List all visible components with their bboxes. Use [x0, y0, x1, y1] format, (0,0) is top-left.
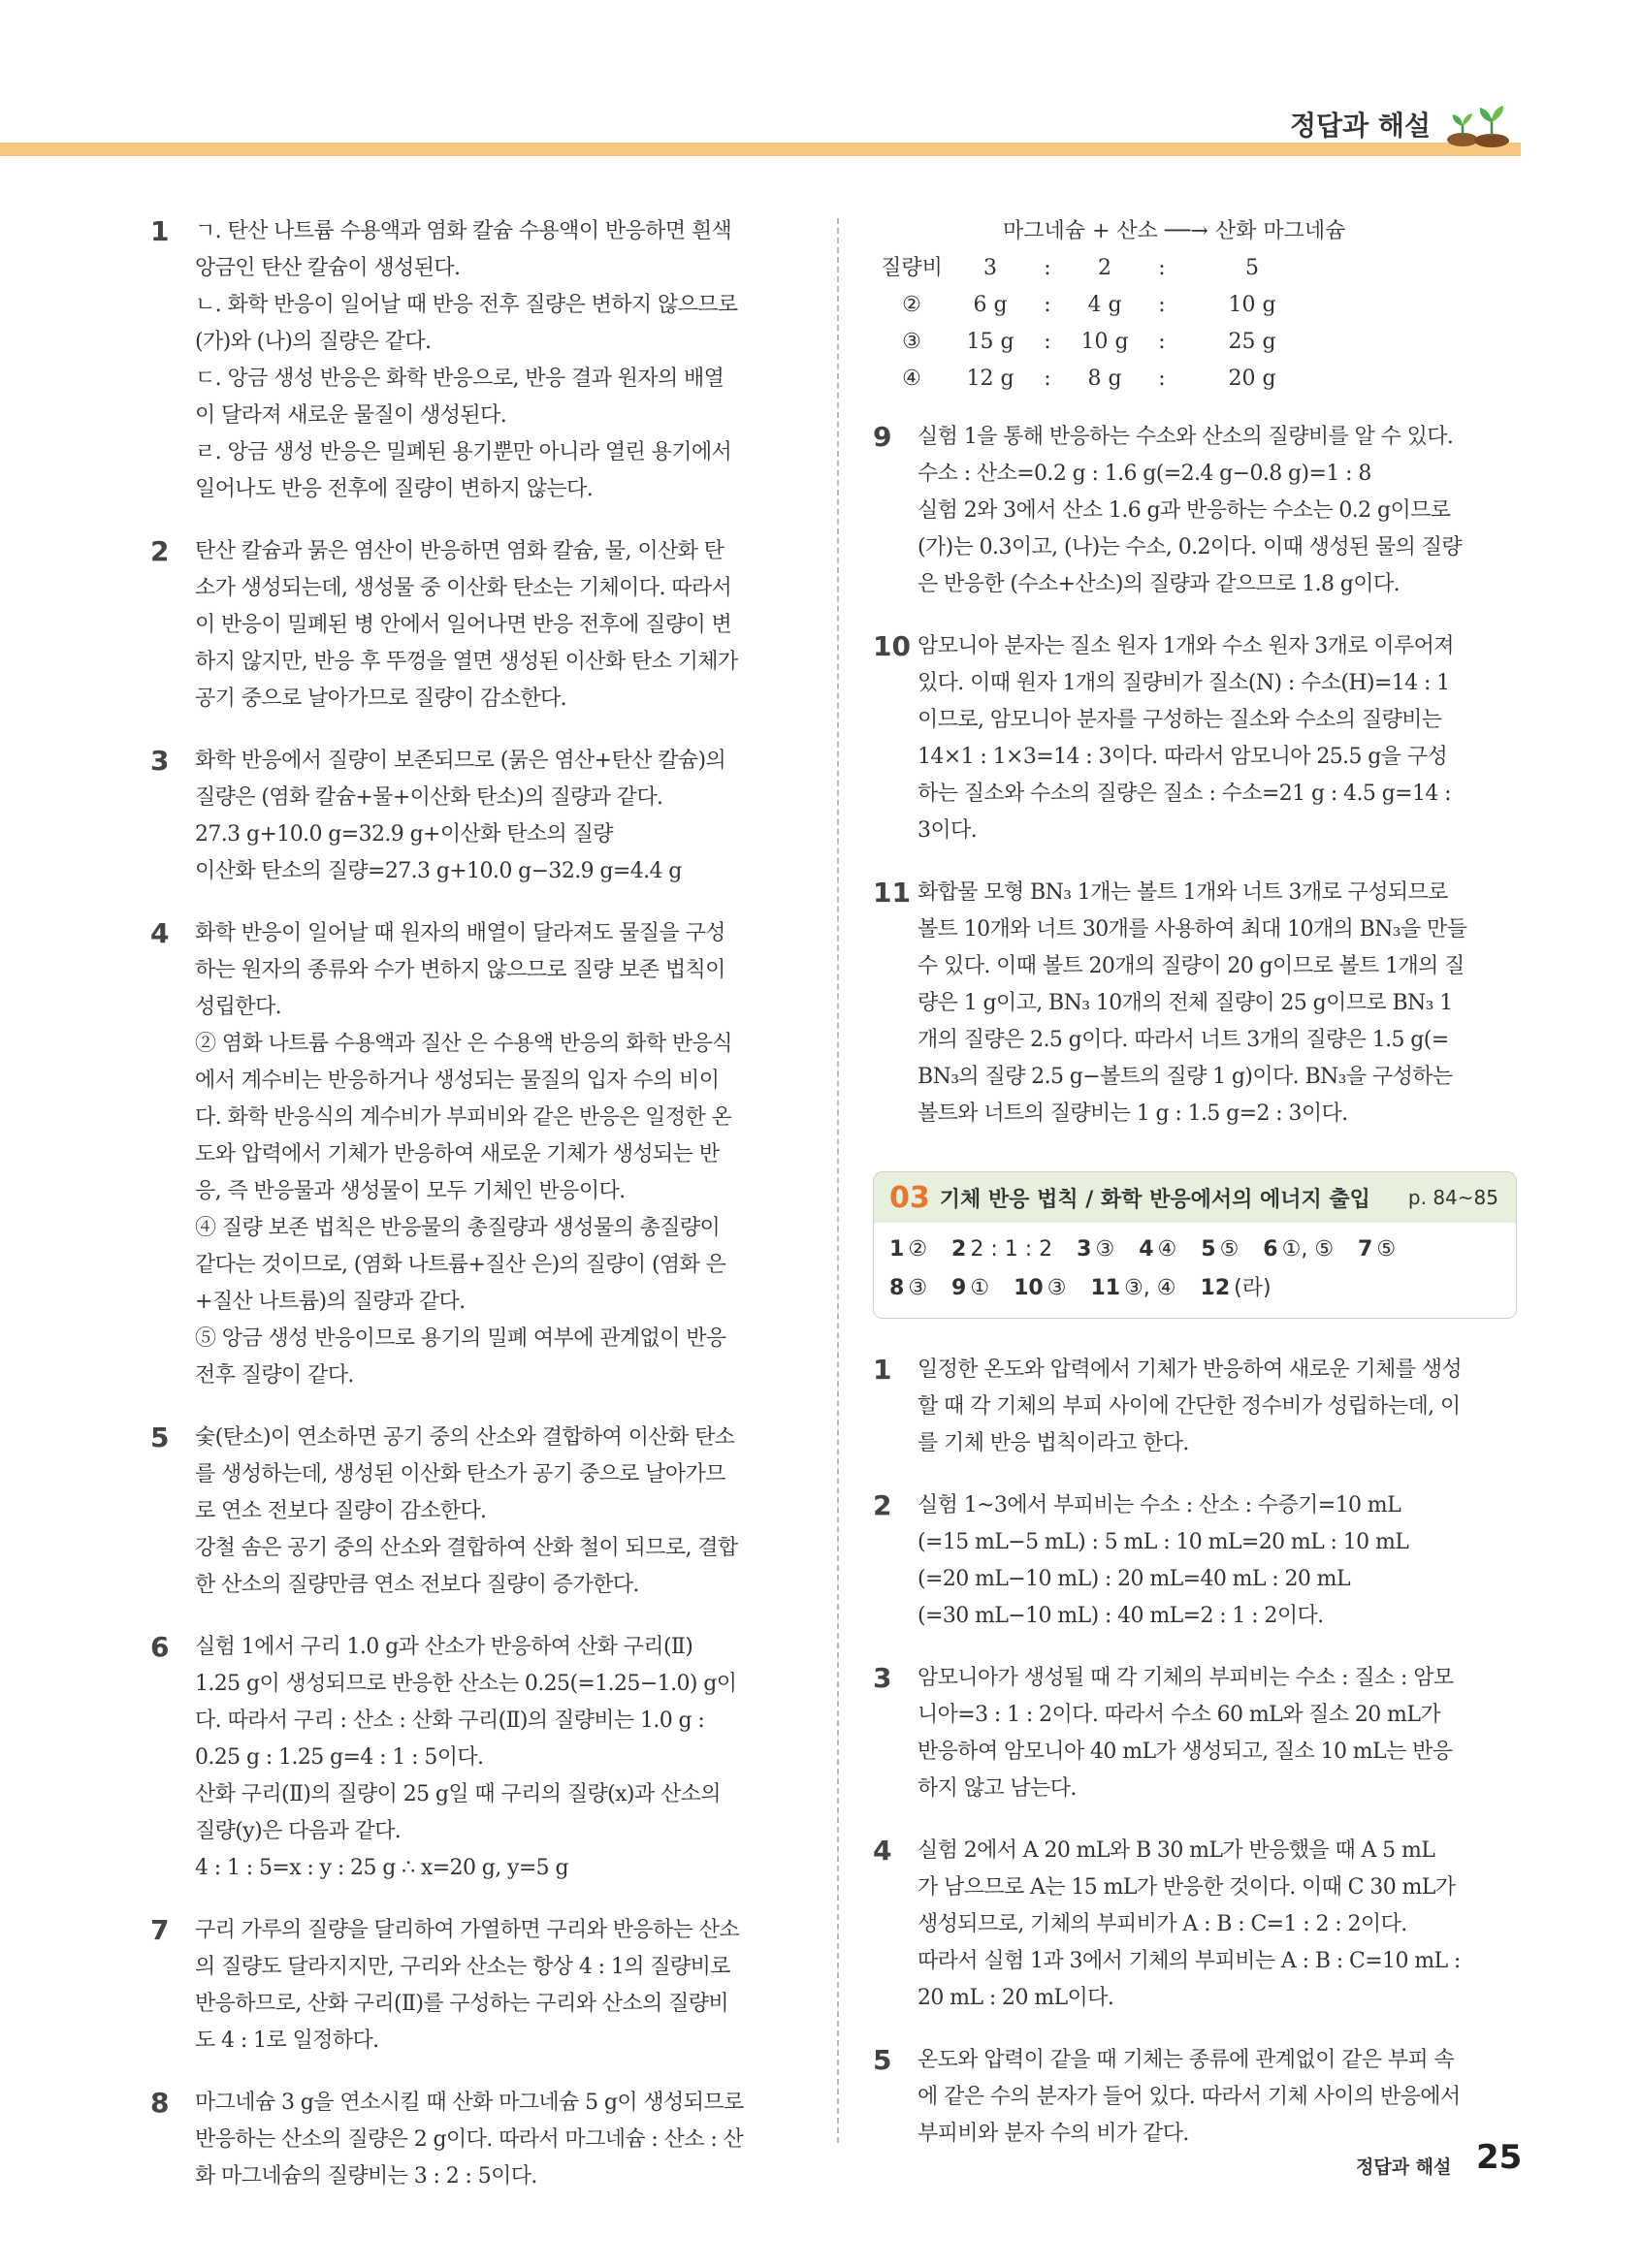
item-number: 2	[873, 1489, 892, 1521]
sprout-icon	[1445, 103, 1513, 147]
item-number: 3	[873, 1662, 892, 1694]
text-line: 응, 즉 반응물과 생성물이 모두 기체인 반응이다.	[195, 1179, 626, 1203]
answer-key	[874, 1223, 1516, 1318]
table-cell: 10 g	[1228, 293, 1276, 317]
text-line: 한 산소의 질량만큼 연소 전보다 질량이 증가한다.	[195, 1573, 639, 1597]
text-line: +질산 나트륨)의 질량과 같다.	[195, 1290, 466, 1314]
answer-item-5	[150, 1420, 795, 1604]
table-cell: 8 g	[1087, 367, 1122, 391]
table-cell: 3	[983, 256, 997, 280]
table-cell: :	[1044, 367, 1051, 391]
answer-item-7	[150, 1912, 795, 2060]
text-line: 3이다.	[918, 818, 978, 843]
table-cell: ②	[902, 293, 921, 317]
text-line: 다. 화학 반응식의 계수비가 부피비와 같은 반응은 일정한 온	[195, 1105, 732, 1130]
text-line: BN₃의 질량 2.5 g−볼트의 질량 1 g)이다. BN₃을 구성하는	[918, 1065, 1453, 1089]
text-line: 4 : 1 : 5=x : y : 25 g ∴ x=20 g, y=5 g	[195, 1856, 568, 1880]
text-line: 볼트 10개와 너트 30개를 사용하여 최대 10개의 BN₃을 만들	[918, 917, 1467, 942]
text-line: 일정한 온도와 압력에서 기체가 반응하여 새로운 기체를 생성	[918, 1358, 1463, 1382]
text-line: 질량(y)은 다음과 같다.	[195, 1819, 402, 1843]
text-line: 일어나도 반응 전후에 질량이 변하지 않는다.	[195, 477, 594, 501]
text-line: 공기 중으로 날아가므로 질량이 감소한다.	[195, 687, 567, 711]
text-line: 를 기체 반응 법칙이라고 한다.	[918, 1431, 1189, 1455]
answer-item-4	[150, 915, 795, 1394]
text-line: 27.3 g+10.0 g=32.9 g+이산화 탄소의 질량	[195, 822, 613, 847]
item-number: 1	[873, 1354, 892, 1386]
text-line: 반응하여 암모니아 40 mL가 생성되고, 질소 10 mL는 반응	[918, 1740, 1453, 1764]
answer-key-entry: 9 ①	[951, 1276, 990, 1300]
header-title: 정답과 해설	[1290, 110, 1431, 142]
table-cell: 5	[1245, 256, 1259, 280]
text-line: (가)와 (나)의 질량은 같다.	[195, 330, 432, 354]
text-line: 하지 않고 남는다.	[918, 1776, 1077, 1801]
text-line: 소가 생성되는데, 생성물 중 이산화 탄소는 기체이다. 따라서	[195, 576, 732, 600]
table-cell: :	[1158, 293, 1166, 317]
section-title: 기체 반응 법칙 / 화학 반응에서의 에너지 출입	[939, 1187, 1370, 1212]
text-line: 1.25 g이 생성되므로 반응한 산소는 0.25(=1.25−1.0) g이	[195, 1672, 737, 1696]
text-line: 강철 솜은 공기 중의 산소와 결합하여 산화 철이 되므로, 결합	[195, 1536, 738, 1560]
text-line: 화학 반응이 일어날 때 원자의 배열이 달라져도 물질을 구성	[195, 921, 725, 945]
item-number: 11	[873, 877, 911, 909]
text-line: 다. 따라서 구리 : 산소 : 산화 구리(Ⅱ)의 질량비는 1.0 g :	[195, 1709, 705, 1733]
table-cell: :	[1158, 330, 1166, 354]
item-number: 3	[150, 745, 170, 777]
table-cell: 10 g	[1080, 330, 1129, 354]
answer-item-9	[873, 419, 1525, 603]
text-line: 따라서 실험 1과 3에서 기체의 부피비는 A : B : C=10 mL :	[918, 1949, 1461, 1973]
text-line: ㄴ. 화학 반응이 일어날 때 반응 전후 질량은 변하지 않으므로	[195, 293, 738, 317]
column-divider	[837, 218, 839, 2143]
answer-key-entry: 10 ③	[1014, 1276, 1067, 1300]
answer-item-6	[150, 1629, 795, 1887]
text-line: 앙금인 탄산 칼슘이 생성된다.	[195, 256, 461, 280]
item-number: 9	[873, 421, 892, 453]
text-line: 화 마그네슘의 질량비는 3 : 2 : 5이다.	[195, 2164, 537, 2188]
text-line: 에 같은 수의 분자가 들어 있다. 따라서 기체 사이의 반응에서	[918, 2085, 1461, 2109]
answer-key-entry: 2 2 : 1 : 2	[951, 1237, 1053, 1262]
table-cell: :	[1044, 330, 1051, 354]
mass-ratio-table	[873, 213, 1525, 398]
item-number: 1	[150, 215, 170, 247]
text-line: 니아=3 : 1 : 2이다. 따라서 수소 60 mL와 질소 20 mL가	[918, 1703, 1440, 1727]
page-number: 25	[1476, 2138, 1523, 2177]
section-answer-box	[873, 1171, 1517, 1319]
item-number: 7	[150, 1914, 170, 1946]
item-number: 6	[150, 1631, 170, 1663]
text-line: 산화 구리(Ⅱ)의 질량이 25 g일 때 구리의 질량(x)과 산소의	[195, 1782, 721, 1806]
section-item-5	[873, 2042, 1525, 2153]
text-line: 하지 않지만, 반응 후 뚜껑을 열면 생성된 이산화 탄소 기체가	[195, 650, 738, 674]
table-cell: ④	[902, 367, 921, 391]
item-number: 5	[150, 1421, 170, 1453]
text-line: 볼트와 너트의 질량비는 1 g : 1.5 g=2 : 3이다.	[918, 1102, 1348, 1126]
text-line: 이산화 탄소의 질량=27.3 g+10.0 g−32.9 g=4.4 g	[195, 859, 682, 883]
item-number: 4	[873, 1835, 892, 1867]
item-number: 8	[150, 2087, 170, 2119]
text-line: 14×1 : 1×3=14 : 3이다. 따라서 암모니아 25.5 g을 구성	[918, 745, 1448, 769]
text-line: 0.25 g : 1.25 g=4 : 1 : 5이다.	[195, 1745, 484, 1770]
table-row	[873, 324, 1525, 361]
text-line: 하는 원자의 종류와 수가 변하지 않으므로 질량 보존 법칙이	[195, 958, 725, 982]
section-item-1	[873, 1352, 1525, 1462]
table-cell: 4 g	[1087, 293, 1122, 317]
text-line: 암모니아 분자는 질소 원자 1개와 수소 원자 3개로 이루어져	[918, 634, 1454, 658]
header-bar	[0, 143, 1521, 156]
table-cell: :	[1158, 367, 1166, 391]
answer-key-entry: 12 (라)	[1200, 1276, 1272, 1300]
text-line: 은 반응한 (수소+산소)의 질량과 같으므로 1.8 g이다.	[918, 572, 1400, 596]
text-line: 수 있다. 이때 볼트 20개의 질량이 20 g이므로 볼트 1개의 질	[918, 954, 1465, 978]
text-line: 실험 2와 3에서 산소 1.6 g과 반응하는 수소는 0.2 g이므로	[918, 498, 1451, 523]
answer-key-entry: 8 ③	[889, 1276, 928, 1300]
item-number: 5	[873, 2044, 892, 2076]
text-line: 실험 1~3에서 부피비는 수소 : 산소 : 수증기=10 mL	[918, 1493, 1401, 1517]
item-number: 2	[150, 535, 170, 567]
text-line: 구리 가루의 질량을 달리하여 가열하면 구리와 반응하는 산소	[195, 1918, 740, 1942]
table-cell: 질량비	[881, 256, 943, 280]
section-item-3	[873, 1660, 1525, 1807]
text-line: ⑤ 앙금 생성 반응이므로 용기의 밀폐 여부에 관계없이 반응	[195, 1326, 726, 1351]
table-cell: :	[1158, 256, 1166, 280]
text-line: 개의 질량은 2.5 g이다. 따라서 너트 3개의 질량은 1.5 g(=	[918, 1028, 1449, 1052]
text-line: 전후 질량이 같다.	[195, 1363, 354, 1388]
text-line: 생성되므로, 기체의 부피비가 A : B : C=1 : 2 : 2이다.	[918, 1912, 1407, 1936]
text-line: (=20 mL−10 mL) : 20 mL=40 mL : 20 mL	[918, 1567, 1350, 1591]
text-line: 성립한다.	[195, 995, 282, 1019]
text-line: 온도와 압력이 같을 때 기체는 종류에 관계없이 같은 부피 속	[918, 2048, 1455, 2072]
table-cell: 25 g	[1228, 330, 1276, 354]
answer-item-11	[873, 875, 1525, 1133]
text-line: 의 질량도 달라지지만, 구리와 산소는 항상 4 : 1의 질량비로	[195, 1955, 730, 1979]
text-line: 를 생성하는데, 생성된 이산화 탄소가 공기 중으로 날아가므	[195, 1462, 725, 1486]
text-line: 같다는 것이므로, (염화 나트륨+질산 은)의 질량이 (염화 은	[195, 1253, 726, 1277]
left-column	[150, 213, 795, 2220]
text-line: 암모니아가 생성될 때 각 기체의 부피비는 수소 : 질소 : 암모	[918, 1666, 1454, 1690]
text-line: 이 달라져 새로운 물질이 생성된다.	[195, 403, 507, 428]
table-cell: 15 g	[966, 330, 1014, 354]
section-header	[874, 1172, 1516, 1223]
text-line: 부피비와 분자 수의 비가 같다.	[918, 2122, 1189, 2146]
text-line: 반응하는 산소의 질량은 2 g이다. 따라서 마그네슘 : 산소 : 산	[195, 2127, 744, 2152]
table-row	[873, 287, 1525, 324]
text-line: 실험 2에서 A 20 mL와 B 30 mL가 반응했을 때 A 5 mL	[918, 1838, 1435, 1863]
text-line: 할 때 각 기체의 부피 사이에 간단한 정수비가 성립하는데, 이	[918, 1394, 1461, 1419]
text-line: 이 반응이 밀폐된 병 안에서 일어나면 반응 전후에 질량이 변	[195, 613, 732, 637]
table-cell: 20 g	[1228, 367, 1276, 391]
answer-key-entry: 1 ②	[889, 1237, 928, 1262]
section-item-2	[873, 1487, 1525, 1635]
text-line: 반응하므로, 산화 구리(Ⅱ)를 구성하는 구리와 산소의 질량비	[195, 1992, 729, 2016]
text-line: ④ 질량 보존 법칙은 반응물의 총질량과 생성물의 총질량이	[195, 1216, 721, 1240]
reaction-equation: 마그네슘 + 산소 ──→ 산화 마그네슘	[1003, 219, 1346, 243]
text-line: 화합물 모형 BN₃ 1개는 볼트 1개와 너트 3개로 구성되므로	[918, 880, 1448, 905]
section-number: 03	[889, 1180, 930, 1215]
text-line: 탄산 칼슘과 묽은 염산이 반응하면 염화 칼슘, 물, 이산화 탄	[195, 539, 724, 563]
table-cell: 2	[1098, 256, 1111, 280]
item-number: 4	[150, 917, 170, 949]
text-line: 질량은 (염화 칼슘+물+이산화 탄소)의 질량과 같다.	[195, 785, 663, 810]
table-cell: 6 g	[973, 293, 1008, 317]
item-number: 10	[873, 630, 911, 662]
table-cell: :	[1044, 293, 1051, 317]
answer-item-10	[873, 628, 1525, 849]
answer-key-entry: 4 ④	[1139, 1237, 1177, 1262]
table-cell: 12 g	[966, 367, 1014, 391]
table-row	[873, 250, 1525, 287]
text-line: ② 염화 나트륨 수용액과 질산 은 수용액 반응의 화학 반응식	[195, 1032, 732, 1056]
text-line: (=30 mL−10 mL) : 40 mL=2 : 1 : 2이다.	[918, 1604, 1324, 1628]
table-cell: :	[1044, 256, 1051, 280]
answer-item-8	[150, 2085, 795, 2195]
text-line: 에서 계수비는 반응하거나 생성되는 물질의 입자 수의 비이	[195, 1069, 720, 1093]
text-line: 도 4 : 1로 일정하다.	[195, 2028, 379, 2053]
text-line: 수소 : 산소=0.2 g : 1.6 g(=2.4 g−0.8 g)=1 : 8	[918, 462, 1371, 486]
table-row	[873, 361, 1525, 398]
table-cell: ③	[902, 330, 921, 354]
answer-key-entry: 6 ①, ⑤	[1263, 1237, 1335, 1262]
answer-item-1	[150, 213, 795, 508]
answer-key-row	[889, 1230, 1500, 1269]
text-line: 실험 1을 통해 반응하는 수소와 산소의 질량비를 알 수 있다.	[918, 425, 1454, 449]
answer-key-entry: 11 ③, ④	[1090, 1276, 1176, 1300]
text-line: 마그네슘 3 g을 연소시킬 때 산화 마그네슘 5 g이 생성되므로	[195, 2091, 744, 2115]
text-line: (가)는 0.3이고, (나)는 수소, 0.2이다. 이때 생성된 물의 질량	[918, 535, 1463, 559]
answer-item-2	[150, 533, 795, 718]
text-line: ㄱ. 탄산 나트륨 수용액과 염화 칼슘 수용액이 반응하면 흰색	[195, 219, 732, 243]
text-line: 도와 압력에서 기체가 반응하여 새로운 기체가 생성되는 반	[195, 1142, 720, 1166]
text-line: 량은 1 g이고, BN₃ 10개의 전체 질량이 25 g이므로 BN₃ 1	[918, 991, 1453, 1015]
text-line: 있다. 이때 원자 1개의 질량비가 질소(N) : 수소(H)=14 : 1	[918, 671, 1450, 695]
text-line: 이므로, 암모니아 분자를 구성하는 질소와 수소의 질량비는	[918, 708, 1442, 732]
answer-key-entry: 5 ⑤	[1201, 1237, 1240, 1262]
answer-key-entry: 3 ③	[1077, 1237, 1115, 1262]
section-item-4	[873, 1833, 1525, 2017]
answer-item-3	[150, 743, 795, 890]
text-line: 화학 반응에서 질량이 보존되므로 (묽은 염산+탄산 칼슘)의	[195, 749, 726, 773]
text-line: 숯(탄소)이 연소하면 공기 중의 산소와 결합하여 이산화 탄소	[195, 1425, 735, 1450]
section-pages: p. 84~85	[1407, 1186, 1498, 1209]
text-line: (=15 mL−5 mL) : 5 mL : 10 mL=20 mL : 10 mL	[918, 1530, 1409, 1554]
answer-key-entry: 7 ⑤	[1358, 1237, 1397, 1262]
text-line: 실험 1에서 구리 1.0 g과 산소가 반응하여 산화 구리(Ⅱ)	[195, 1635, 693, 1659]
footer-label: 정답과 해설	[1356, 2156, 1452, 2178]
text-line: 20 mL : 20 mL이다.	[918, 1986, 1114, 2010]
right-column	[873, 213, 1525, 2178]
text-line: 하는 질소와 수소의 질량은 질소 : 수소=21 g : 4.5 g=14 :	[918, 782, 1451, 806]
text-line: 가 남으므로 A는 15 mL가 반응한 것이다. 이때 C 30 mL가	[918, 1875, 1456, 1900]
answer-key-row	[889, 1269, 1500, 1308]
text-line: 로 연소 전보다 질량이 감소한다.	[195, 1499, 487, 1523]
text-line: ㄷ. 앙금 생성 반응은 화학 반응으로, 반응 결과 원자의 배열	[195, 367, 724, 391]
text-line: ㄹ. 앙금 생성 반응은 밀폐된 용기뿐만 아니라 열린 용기에서	[195, 440, 732, 464]
